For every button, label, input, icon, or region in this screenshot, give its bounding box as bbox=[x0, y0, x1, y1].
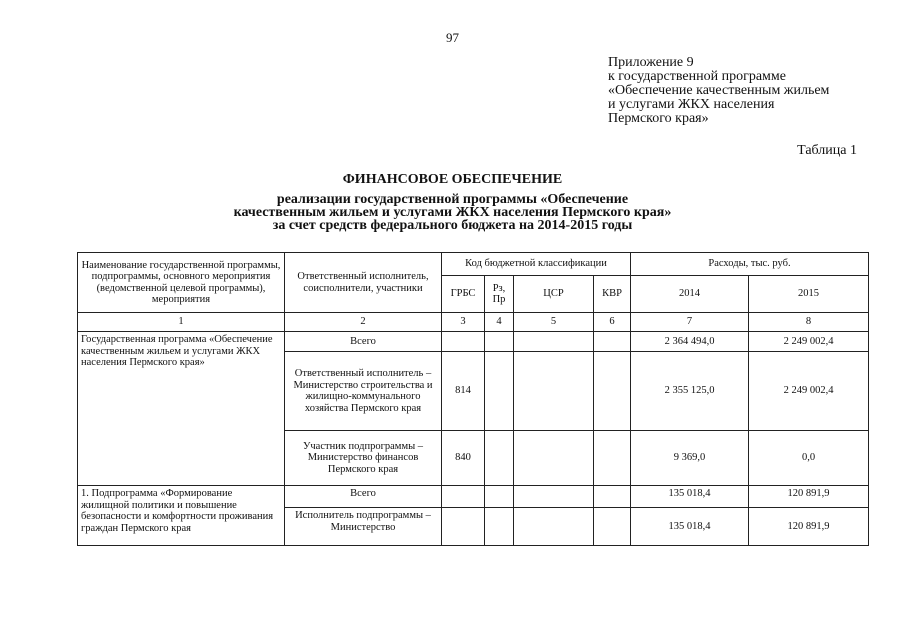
appendix-line: к государственной программе bbox=[608, 69, 786, 84]
column-number: 3 bbox=[442, 313, 485, 332]
column-number: 5 bbox=[514, 313, 594, 332]
column-number: 8 bbox=[749, 313, 869, 332]
rz-pr-cell bbox=[485, 352, 514, 431]
header-2014: 2014 bbox=[631, 276, 749, 313]
executor-cell: Участник подпрограммы – Министерство финансов Пермского края bbox=[285, 431, 442, 486]
csr-cell bbox=[514, 508, 594, 546]
grbs-cell bbox=[442, 486, 485, 508]
rz-pr-cell bbox=[485, 332, 514, 352]
header-grbs: ГРБС bbox=[442, 276, 485, 313]
header-budget-code: Код бюджетной классификации bbox=[442, 253, 631, 276]
appendix-block bbox=[608, 56, 829, 126]
kvr-cell bbox=[594, 508, 631, 546]
grbs-cell: 840 bbox=[442, 431, 485, 486]
document-title: ФИНАНСОВОЕ ОБЕСПЕЧЕНИЕ bbox=[342, 172, 563, 187]
table-row bbox=[78, 486, 869, 508]
page-number: 97 bbox=[446, 30, 459, 45]
program-name: Государственная программа «Обеспечение качественным жильем и услугами ЖКХ населения Пермского края» bbox=[78, 332, 285, 486]
executor-cell: Ответственный исполнитель – Министерство строительства и жилищно-коммунального хозяйства Пермского края bbox=[285, 352, 442, 431]
rz-pr-cell bbox=[485, 508, 514, 546]
column-number: 1 bbox=[78, 313, 285, 332]
kvr-cell bbox=[594, 332, 631, 352]
csr-cell bbox=[514, 431, 594, 486]
kvr-cell bbox=[594, 352, 631, 431]
grbs-cell bbox=[442, 332, 485, 352]
appendix-line: и услугами ЖКХ населения bbox=[608, 97, 775, 112]
executor-cell: Всего bbox=[285, 332, 442, 352]
appendix-line: «Обеспечение качественным жильем bbox=[608, 83, 830, 98]
executor-cell: Исполнитель подпрограммы – Министерство bbox=[285, 508, 442, 546]
header-executor: Ответственный исполнитель, соисполнители, участники bbox=[285, 253, 442, 313]
value-2015-cell: 120 891,9 bbox=[749, 508, 869, 546]
header-kvr: КВР bbox=[594, 276, 631, 313]
value-2015-cell: 120 891,9 bbox=[749, 486, 869, 508]
header-name: Наименование государственной программы, подпрограммы, основного мероприятия (ведомственной целевой программы), мероприятия bbox=[78, 253, 285, 313]
csr-cell bbox=[514, 332, 594, 352]
grbs-cell bbox=[442, 508, 485, 546]
value-2014-cell: 135 018,4 bbox=[631, 508, 749, 546]
column-number: 6 bbox=[594, 313, 631, 332]
header-csr: ЦСР bbox=[514, 276, 594, 313]
table-label: Таблица 1 bbox=[797, 143, 857, 158]
table-row bbox=[78, 332, 869, 352]
value-2014-cell: 135 018,4 bbox=[631, 486, 749, 508]
grbs-cell: 814 bbox=[442, 352, 485, 431]
document-subtitle bbox=[0, 193, 905, 232]
executor-cell: Всего bbox=[285, 486, 442, 508]
subtitle-line: за счет средств федерального бюджета на 2014-2015 годы bbox=[272, 218, 633, 233]
csr-cell bbox=[514, 352, 594, 431]
financing-table bbox=[77, 252, 869, 546]
value-2014-cell: 9 369,0 bbox=[631, 431, 749, 486]
header-2015: 2015 bbox=[749, 276, 869, 313]
header-expenses: Расходы, тыс. руб. bbox=[631, 253, 869, 276]
subprogram-name: 1. Подпрограмма «Формирование жилищной политики и повышение безопасности и комфортности проживания граждан Пермского края bbox=[78, 486, 285, 546]
header-rz-pr: Рз, Пр bbox=[485, 276, 514, 313]
subtitle-line: качественным жильем и услугами ЖКХ населения Пермского края» bbox=[233, 205, 672, 220]
column-number: 7 bbox=[631, 313, 749, 332]
appendix-line: Приложение 9 bbox=[608, 55, 694, 70]
column-number: 4 bbox=[485, 313, 514, 332]
csr-cell bbox=[514, 486, 594, 508]
value-2015-cell: 0,0 bbox=[749, 431, 869, 486]
column-number: 2 bbox=[285, 313, 442, 332]
header-row bbox=[78, 253, 869, 276]
rz-pr-cell bbox=[485, 431, 514, 486]
rz-pr-cell bbox=[485, 486, 514, 508]
value-2015-cell: 2 249 002,4 bbox=[749, 352, 869, 431]
column-number-row bbox=[78, 313, 869, 332]
appendix-line: Пермского края» bbox=[608, 111, 709, 126]
kvr-cell bbox=[594, 486, 631, 508]
subtitle-line: реализации государственной программы «Обеспечение bbox=[276, 192, 629, 207]
value-2014-cell: 2 364 494,0 bbox=[631, 332, 749, 352]
kvr-cell bbox=[594, 431, 631, 486]
value-2015-cell: 2 249 002,4 bbox=[749, 332, 869, 352]
value-2014-cell: 2 355 125,0 bbox=[631, 352, 749, 431]
